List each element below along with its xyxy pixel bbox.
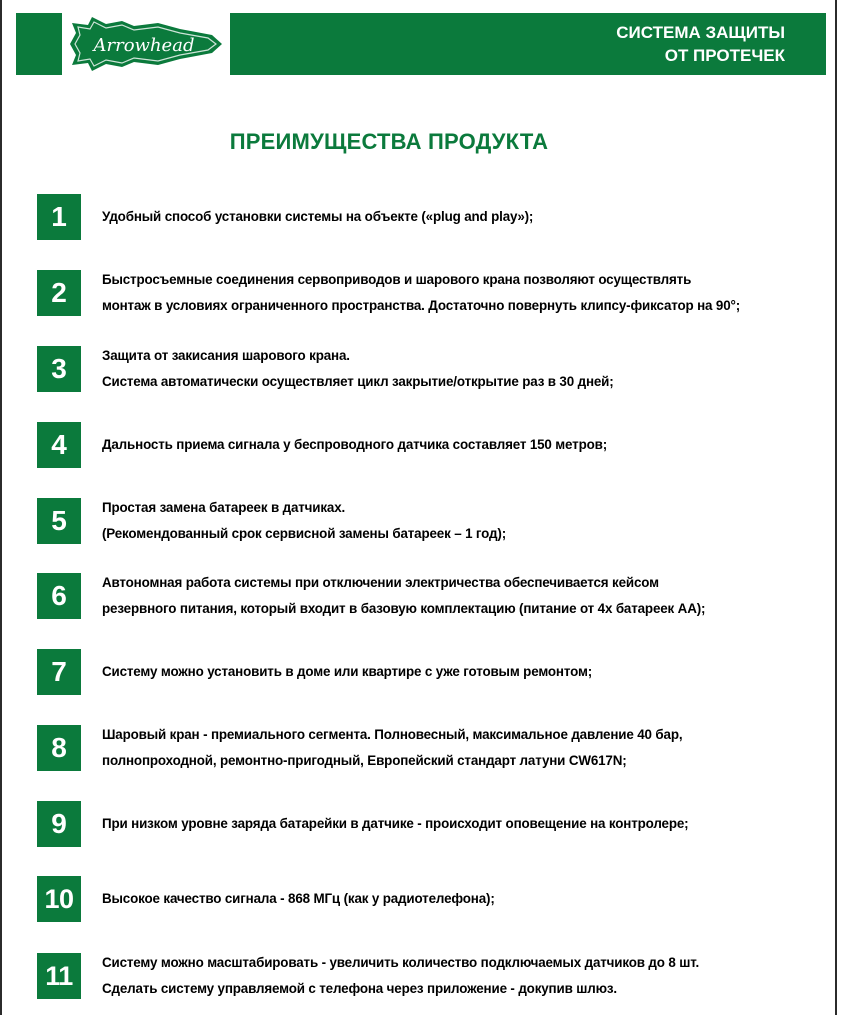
item-text-line: Простая замена батареек в датчиках. (102, 500, 346, 515)
brand-logo (62, 13, 230, 75)
item-text (102, 722, 830, 774)
arrowhead-logo-icon (62, 13, 230, 75)
item-number-badge: 6 (37, 573, 81, 619)
item-text-line: Систему можно установить в доме или квартире с уже готовым ремонтом; (102, 664, 593, 679)
item-number-badge: 10 (37, 876, 81, 922)
item-text-line: Удобный способ установки системы на объекте («plug and play»); (102, 209, 534, 224)
item-text (102, 659, 830, 685)
item-text (102, 432, 830, 458)
item-text-line: монтаж в условиях ограниченного пространства. Достаточно повернуть клипсу-фиксатор на 90°; (102, 298, 741, 313)
item-number-badge: 8 (37, 725, 81, 771)
header-banner (16, 13, 826, 75)
item-number-badge: 5 (37, 498, 81, 544)
item-text (102, 343, 830, 395)
header-title-line1: СИСТЕМА ЗАЩИТЫ (616, 23, 785, 42)
item-number-badge: 2 (37, 270, 81, 316)
item-number-badge: 4 (37, 422, 81, 468)
item-text-line: При низком уровне заряда батарейки в датчике - происходит оповещение на контролере; (102, 816, 689, 831)
svg-text:Arrowhead: Arrowhead (93, 35, 195, 56)
item-number-badge: 3 (37, 346, 81, 392)
item-text (102, 204, 830, 230)
item-text-line: (Рекомендованный срок сервисной замены батареек – 1 год); (102, 526, 507, 541)
item-text (102, 811, 830, 837)
header-title-line2: ОТ ПРОТЕЧЕК (664, 46, 785, 65)
item-text-line: Система автоматически осуществляет цикл закрытие/открытие раз в 30 дней; (102, 374, 614, 389)
page-border-right (835, 0, 837, 1015)
item-number-badge: 1 (37, 194, 81, 240)
item-text (102, 950, 830, 1002)
item-text-line: Быстросъемные соединения сервоприводов и шарового крана позволяют осуществлять (102, 272, 692, 287)
item-text-line: Систему можно масштабировать - увеличить количество подключаемых датчиков до 8 шт. (102, 955, 700, 970)
header-title (616, 21, 785, 67)
item-text-line: Автономная работа системы при отключении электричества обеспечивается кейсом (102, 575, 659, 590)
item-text-line: резервного питания, который входит в базовую комплектацию (питание от 4х батареек АА); (102, 601, 706, 616)
item-text-line: полнопроходной, ремонтно-пригодный, Европейский стандарт латуни CW617N; (102, 753, 627, 768)
page-title: ПРЕИМУЩЕСТВА ПРОДУКТА (229, 129, 549, 154)
item-text-line: Дальность приема сигнала у беспроводного датчика составляет 150 метров; (102, 437, 608, 452)
item-text (102, 267, 830, 319)
item-text-line: Защита от закисания шарового крана. (102, 348, 350, 363)
item-number-badge: 9 (37, 801, 81, 847)
item-number-badge: 11 (37, 953, 81, 999)
item-text (102, 886, 830, 912)
item-number-badge: 7 (37, 649, 81, 695)
item-text (102, 495, 830, 547)
item-text-line: Сделать систему управляемой с телефона через приложение - докупив шлюз. (102, 981, 617, 996)
item-text-line: Высокое качество сигнала - 868 МГц (как у радиотелефона); (102, 891, 495, 906)
item-text (102, 570, 830, 622)
item-text-line: Шаровый кран - премиального сегмента. Полновесный, максимальное давление 40 бар, (102, 727, 683, 742)
